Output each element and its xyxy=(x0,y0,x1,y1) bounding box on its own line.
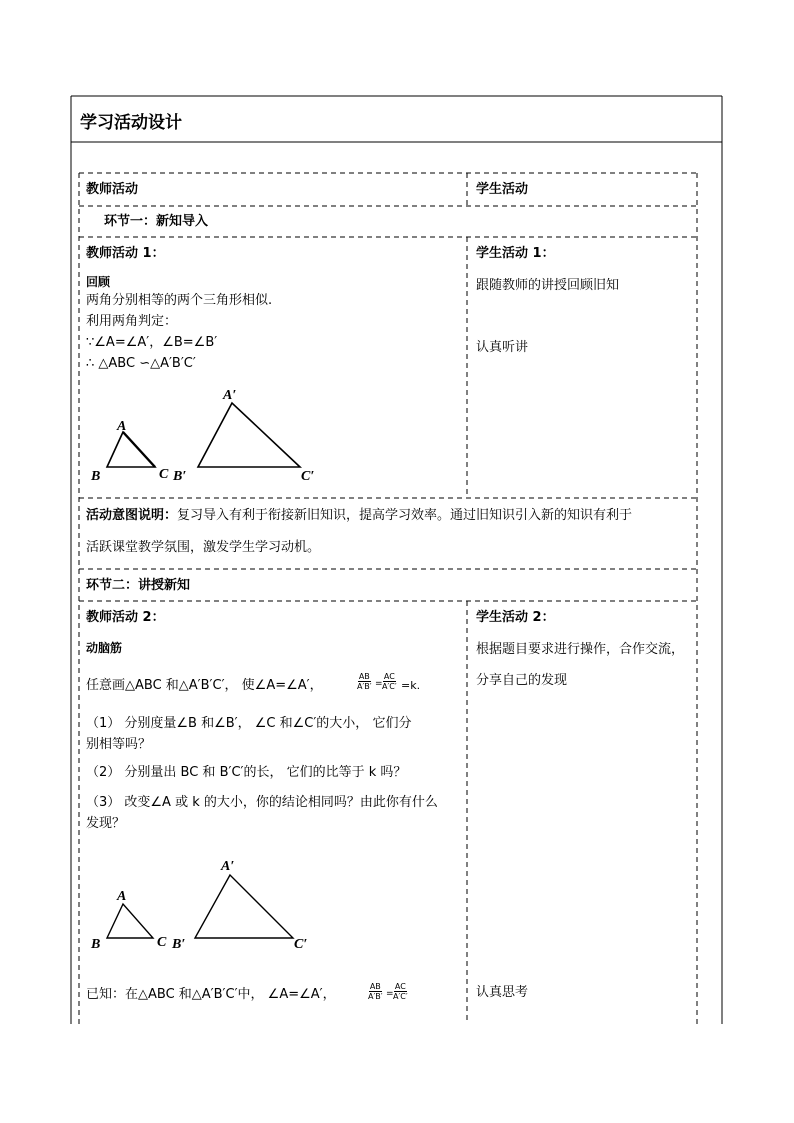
question-1-line-1: （1） 分别度量∠B 和∠B′， ∠C 和∠C′的大小， 它们分 xyxy=(86,716,412,731)
task-prefix: 任意画△ABC 和△A′B′C′， 使∠A=∠A′， xyxy=(86,678,323,693)
given-fraction-1 xyxy=(367,982,384,1001)
given-fraction-2-denominator: A′C′ xyxy=(393,992,408,1001)
vertex-c-prime: C′ xyxy=(294,937,308,952)
triangle-a-prime-b-prime-c-prime xyxy=(195,875,293,938)
triangles-figure-1 xyxy=(85,385,335,490)
vertex-b: B xyxy=(91,469,101,484)
student-2-line-2: 分享自己的发现 xyxy=(476,673,568,688)
given-fraction-2 xyxy=(392,982,409,1001)
triangles-figure-2 xyxy=(85,852,325,957)
intent-text-1: 复习导入有利于衔接新旧知识，提高学习效率。通过旧知识引入新的知识有利于 xyxy=(177,508,633,523)
given-equals-sign: = xyxy=(386,989,394,999)
triangle-abc xyxy=(107,904,153,938)
vertex-a: A xyxy=(117,889,127,904)
given-fraction-1-numerator: AB xyxy=(369,982,381,991)
triangle-a-prime-b-prime-c-prime xyxy=(198,403,300,467)
teacher-activity-1-heading: 教师活动 1： xyxy=(86,246,165,261)
vertex-a-prime: A′ xyxy=(221,859,235,874)
vertex-b-prime: B′ xyxy=(172,937,186,952)
review-line-2: 利用两角判定： xyxy=(86,314,178,329)
vertex-a-prime: A′ xyxy=(223,388,237,403)
triangle-abc xyxy=(107,432,155,467)
student-activity-2-heading: 学生活动 2： xyxy=(476,610,555,625)
review-label: 回顾 xyxy=(86,275,111,289)
vertex-c: C xyxy=(159,467,169,482)
given-fraction-1-denominator: A′B′ xyxy=(368,992,383,1001)
fraction-1-denominator: A′B′ xyxy=(357,682,372,691)
review-line-3: ∵∠A=∠A′，∠B=∠B′ xyxy=(86,335,218,350)
student-1-line-2: 认真听讲 xyxy=(476,340,529,355)
fraction-2-numerator: AC xyxy=(383,672,395,681)
fraction-1-numerator: AB xyxy=(358,672,370,681)
question-2: （2） 分别量出 BC 和 B′C′的长， 它们的比等于 k 吗？ xyxy=(86,765,407,780)
student-1-line-1: 跟随教师的讲授回顾旧知 xyxy=(476,278,620,293)
section2-label: 环节二：讲授新知 xyxy=(86,578,191,593)
intent-line-1 xyxy=(86,507,632,525)
fraction-ac-over-a-prime-c-prime xyxy=(381,672,398,691)
fraction-ab-over-a-prime-b-prime xyxy=(356,672,373,691)
question-3-line-1: （3） 改变∠A 或 k 的大小，你的结论相同吗？由此你有什么 xyxy=(86,795,438,810)
student-activity-1-heading: 学生活动 1： xyxy=(476,246,555,261)
fraction-2-denominator: A′C′ xyxy=(382,682,397,691)
col-student-header: 学生活动 xyxy=(476,182,529,197)
section1-label: 环节一：新知导入 xyxy=(104,214,209,229)
vertex-b-prime: B′ xyxy=(173,469,187,484)
given-prefix: 已知：在△ABC 和△A′B′C′中， ∠A=∠A′， xyxy=(86,987,336,1002)
teacher-activity-2-heading: 教师活动 2： xyxy=(86,610,165,625)
intent-label: 活动意图说明： xyxy=(86,508,178,523)
question-3-line-2: 发现？ xyxy=(86,816,126,831)
student-2-line-1: 根据题目要求进行操作，合作交流， xyxy=(476,642,685,657)
brainstorm-label: 动脑筋 xyxy=(86,641,123,655)
vertex-a: A xyxy=(117,419,127,434)
task-suffix: =k. xyxy=(401,679,421,692)
intent-line-2: 活跃课堂教学氛围，激发学生学习动机。 xyxy=(86,540,321,555)
page-title: 学习活动设计 xyxy=(80,113,182,133)
vertex-b: B xyxy=(91,937,101,952)
vertex-c-prime: C′ xyxy=(301,469,315,484)
equals-sign: = xyxy=(375,679,383,689)
review-line-1: 两角分别相等的两个三角形相似. xyxy=(86,293,273,308)
given-fraction-2-numerator: AC xyxy=(394,982,406,991)
review-line-4: ∴ △ABC ∽△A′B′C′ xyxy=(86,356,196,371)
col-teacher-header: 教师活动 xyxy=(86,182,139,197)
vertex-c: C xyxy=(157,935,167,950)
student-2-line-3: 认真思考 xyxy=(476,985,529,1000)
question-1-line-2: 别相等吗？ xyxy=(86,737,152,752)
